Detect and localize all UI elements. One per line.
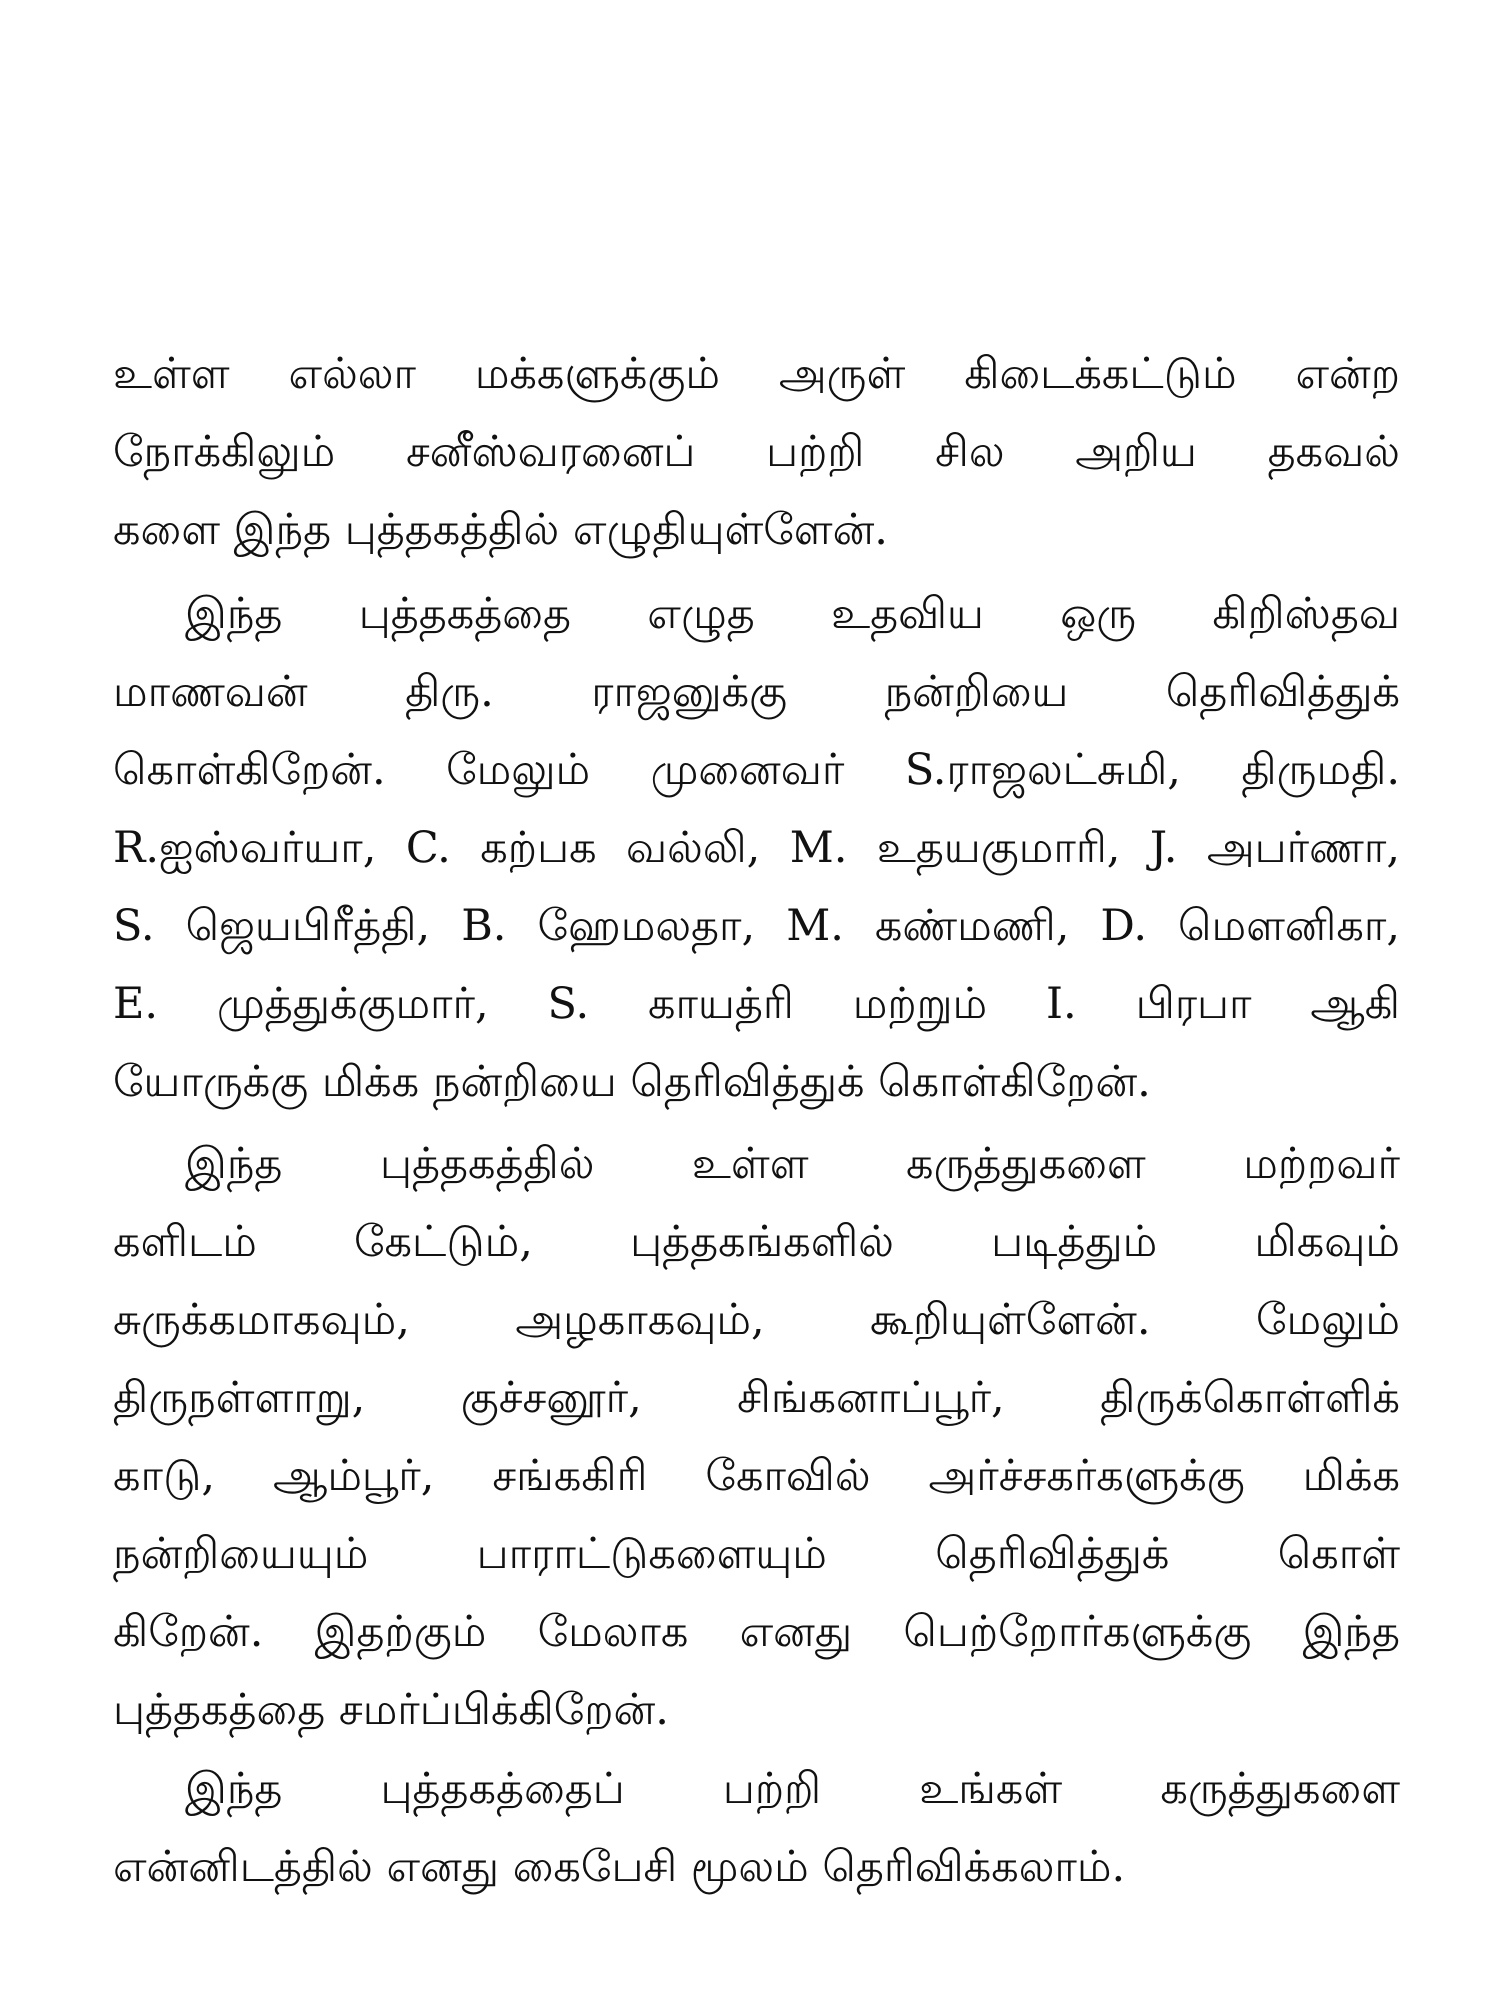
text-line: யோருக்கு மிக்க நன்றியை தெரிவித்துக் கொள்கிறேன்.: [113, 1057, 1151, 1107]
text-line: கிறேன். இதற்கும் மேலாக எனது பெற்றோர்களுக்கு இந்த: [113, 1607, 1400, 1657]
text-line: மாணவன் திரு. ராஜனுக்கு நன்றியை தெரிவித்துக்: [113, 667, 1400, 717]
text-line: நன்றியையும் பாராட்டுகளையும் தெரிவித்துக் கொள்: [113, 1529, 1400, 1579]
text-line: புத்தகத்தை சமர்ப்பிக்கிறேன்.: [113, 1685, 669, 1735]
paragraph-acknowledgements: [113, 575, 1400, 1121]
text-line: என்னிடத்தில் எனது கைபேசி மூலம் தெரிவிக்கலாம்.: [113, 1842, 1126, 1892]
text-line: R.ஐஸ்வர்யா, C. கற்பக வல்லி, M. உதயகுமாரி, J. அபர்ணா,: [113, 823, 1400, 873]
text-line: E. முத்துக்குமார், S. காயத்ரி மற்றும் I. பிரபா ஆகி: [113, 979, 1400, 1029]
text-line: சுருக்கமாகவும், அழகாகவும், கூறியுள்ளேன். மேலும்: [113, 1295, 1400, 1345]
paragraph-feedback: [113, 1750, 1400, 1906]
text-line: காடு, ஆம்பூர், சங்ககிரி கோவில் அர்ச்சகர்களுக்கு மிக்க: [113, 1451, 1400, 1501]
text-line: இந்த புத்தகத்தில் உள்ள கருத்துகளை மற்றவர்: [185, 1139, 1400, 1189]
text-line: இந்த புத்தகத்தை எழுத உதவிய ஒரு கிறிஸ்தவ: [185, 589, 1400, 639]
text-line: S. ஜெயபிரீத்தி, B. ஹேமலதா, M. கண்மணி, D. மௌனிகா,: [113, 901, 1400, 951]
text-line: நோக்கிலும் சனீஸ்வரனைப் பற்றி சில அறிய தகவல்: [113, 427, 1400, 477]
text-line: களிடம் கேட்டும், புத்தகங்களில் படித்தும் மிகவும்: [113, 1217, 1400, 1267]
text-line: கொள்கிறேன். மேலும் முனைவர் S.ராஜலட்சுமி, திருமதி.: [113, 745, 1400, 795]
text-line: இந்த புத்தகத்தைப் பற்றி உங்கள் கருத்துகளை: [185, 1764, 1400, 1814]
text-line: திருநள்ளாறு, குச்சனூர், சிங்கனாப்பூர், திருக்கொள்ளிக்: [113, 1373, 1400, 1423]
paragraph-sources-thanks: [113, 1125, 1400, 1749]
paragraph-intro-continuation: [113, 335, 1400, 569]
text-line: களை இந்த புத்தகத்தில் எழுதியுள்ளேன்.: [113, 505, 888, 555]
text-line: உள்ள எல்லா மக்களுக்கும் அருள் கிடைக்கட்டும் என்ற: [113, 349, 1400, 399]
